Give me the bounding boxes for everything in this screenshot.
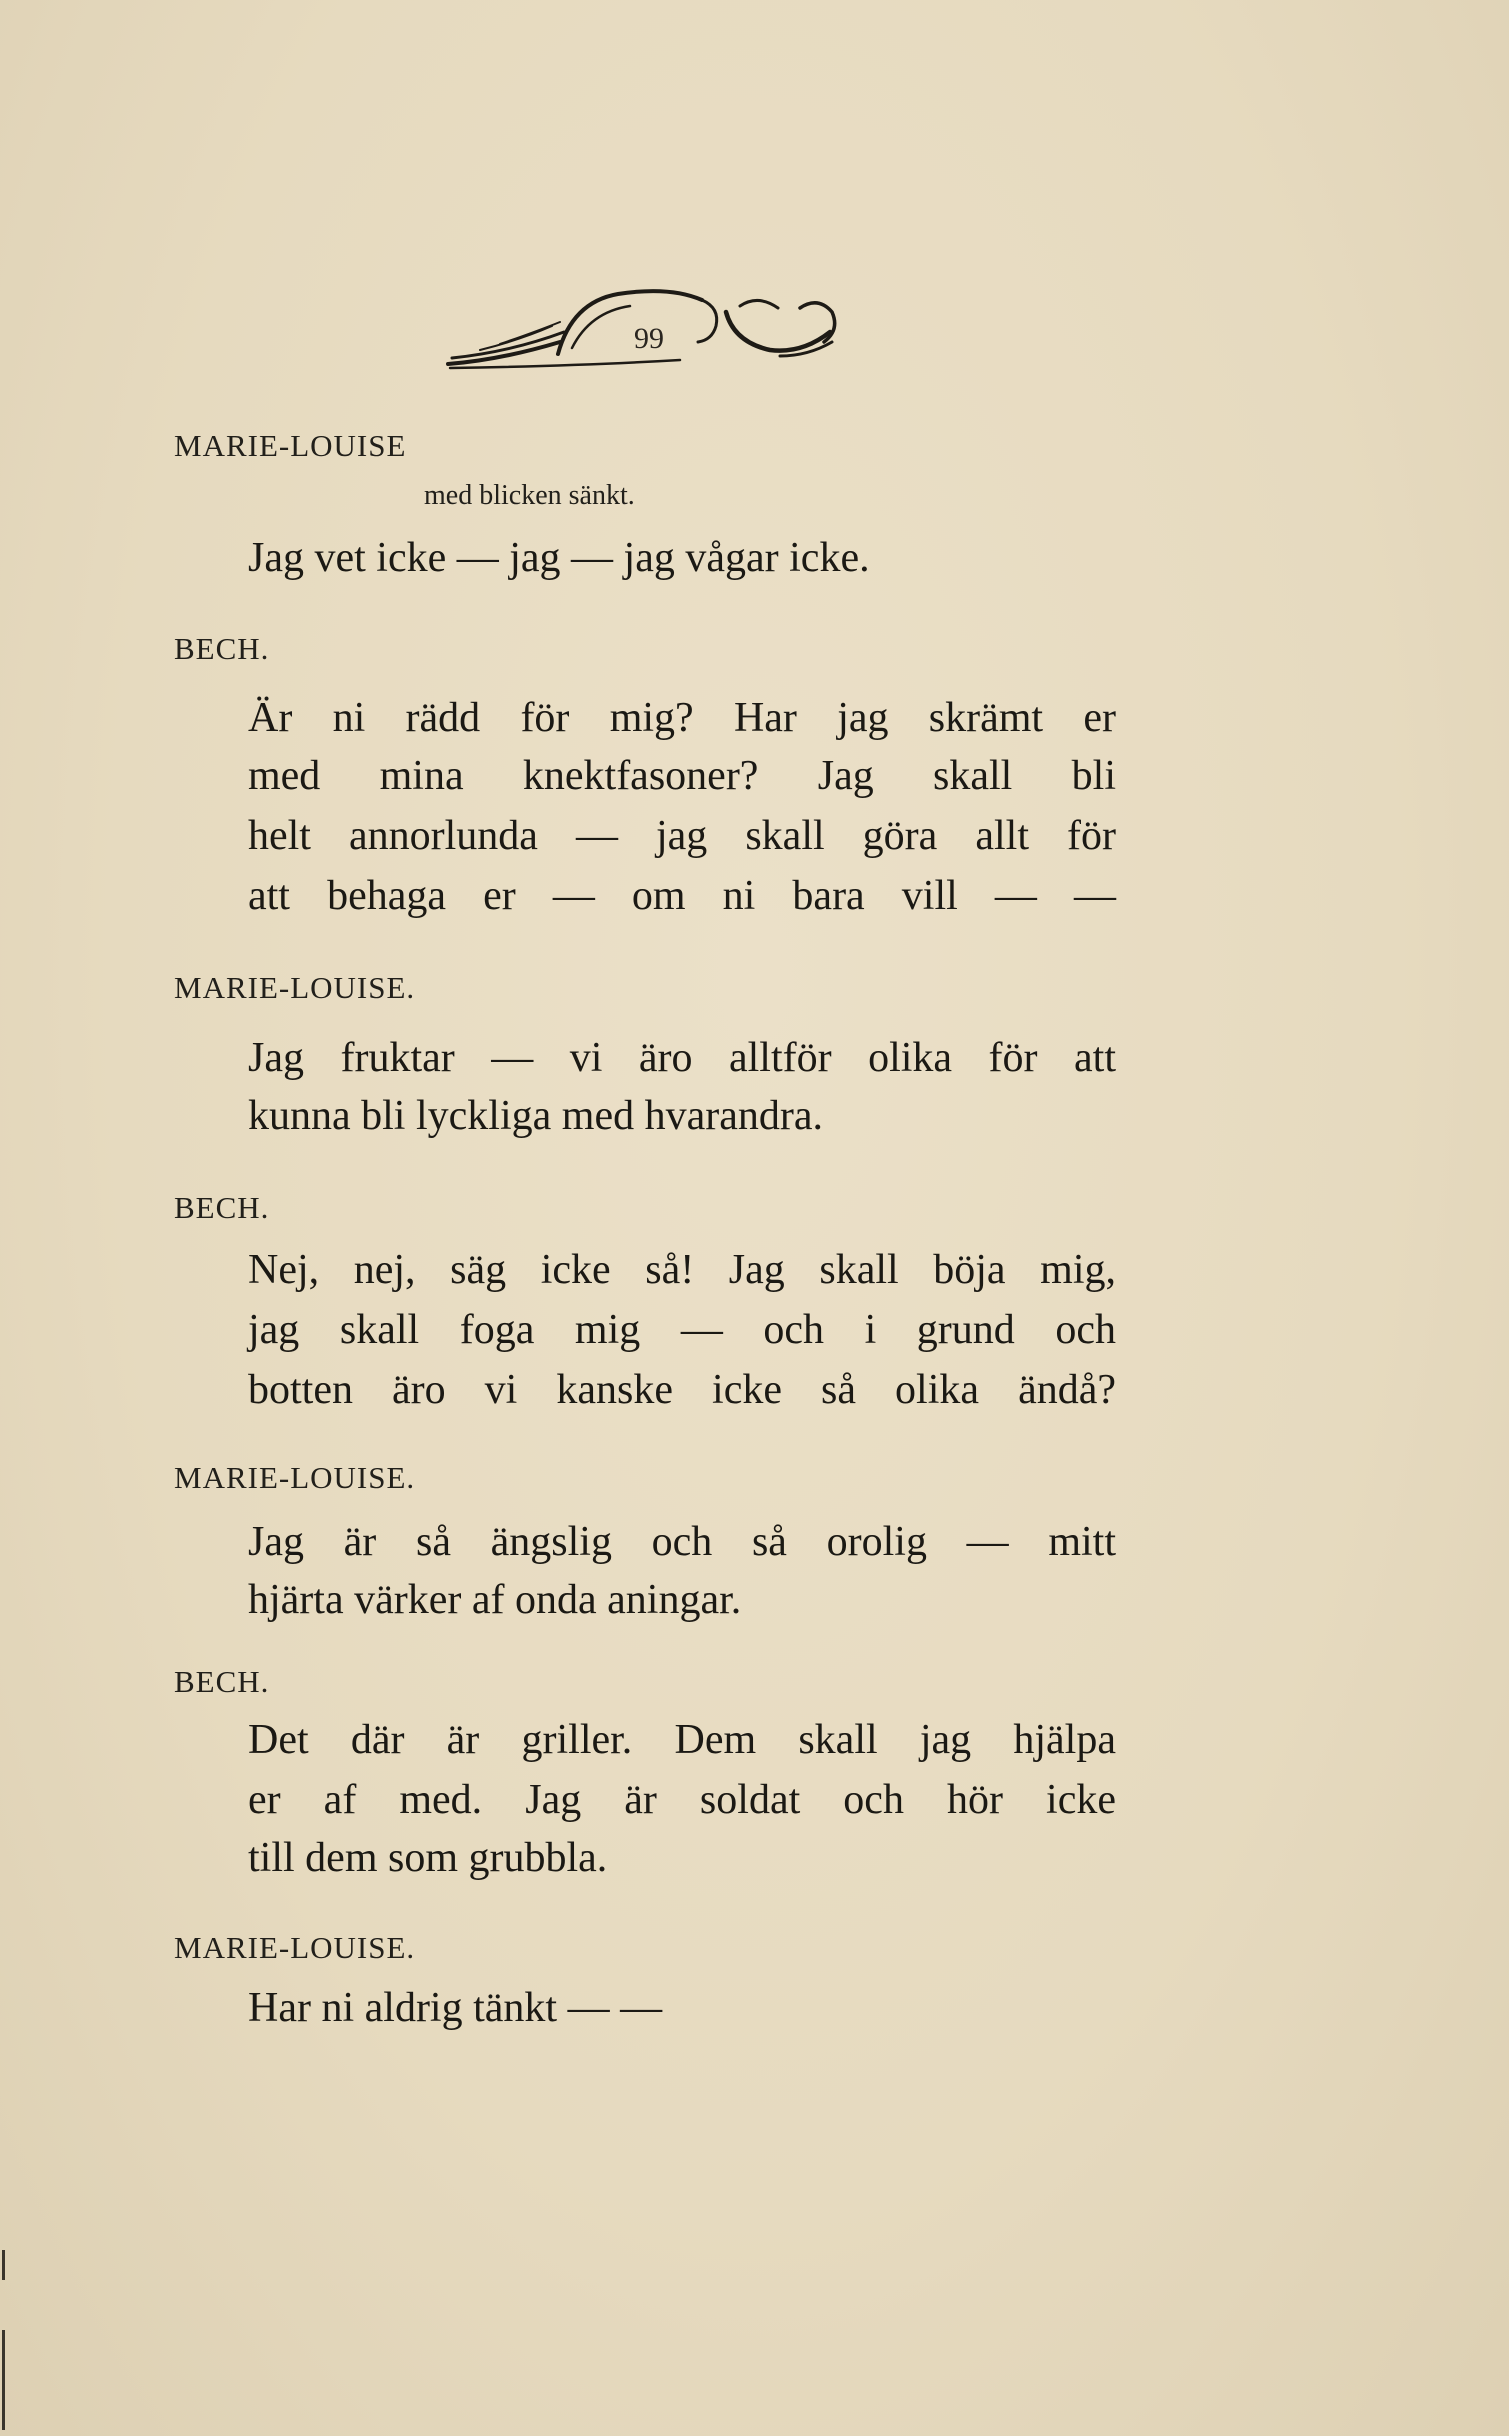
dialogue-line: till dem som grubbla. bbox=[248, 1835, 608, 1881]
dialogue-line: Är ni rädd för mig? Har jag skrämt er bbox=[248, 695, 1116, 741]
speaker-label: BECH. bbox=[174, 1664, 270, 1699]
dialogue-line: Jag vet icke — jag — jag vågar icke. bbox=[248, 535, 870, 581]
dialogue-line: kunna bli lyckliga med hvarandra. bbox=[248, 1093, 823, 1139]
dialogue-line: Jag fruktar — vi äro alltför olika för att bbox=[248, 1035, 1116, 1081]
dialogue-line: er af med. Jag är soldat och hör icke bbox=[248, 1777, 1116, 1823]
dialogue-line: Det där är griller. Dem skall jag hjälpa bbox=[248, 1717, 1116, 1763]
speaker-label: MARIE-LOUISE. bbox=[174, 1930, 416, 1965]
dialogue-line: med mina knektfasoner? Jag skall bli bbox=[248, 753, 1116, 799]
dialogue-line: Har ni aldrig tänkt — — bbox=[248, 1985, 663, 2031]
speaker-label: BECH. bbox=[174, 631, 270, 666]
dialogue-line: helt annorlunda — jag skall göra allt för bbox=[248, 813, 1116, 859]
speaker-label: BECH. bbox=[174, 1190, 270, 1225]
dialogue-line: botten äro vi kanske icke så olika ändå? bbox=[248, 1367, 1116, 1413]
speaker-label: MARIE-LOUISE. bbox=[174, 970, 416, 1005]
dialogue-line: jag skall foga mig — och i grund och bbox=[248, 1307, 1116, 1353]
dialogue-line: Jag är så ängslig och så orolig — mitt bbox=[248, 1519, 1116, 1565]
scan-edge-mark bbox=[2, 2250, 5, 2280]
speaker-label: MARIE-LOUISE bbox=[174, 428, 407, 463]
stage-direction: med blicken sänkt. bbox=[424, 480, 635, 511]
page-number: 99 bbox=[634, 322, 664, 355]
dialogue-line: att behaga er — om ni bara vill — — bbox=[248, 873, 1116, 919]
dialogue-line: hjärta värker af onda aningar. bbox=[248, 1577, 742, 1623]
scan-edge-mark bbox=[2, 2330, 5, 2430]
dialogue-line: Nej, nej, säg icke så! Jag skall böja mig, bbox=[248, 1247, 1116, 1293]
speaker-label: MARIE-LOUISE. bbox=[174, 1460, 416, 1495]
